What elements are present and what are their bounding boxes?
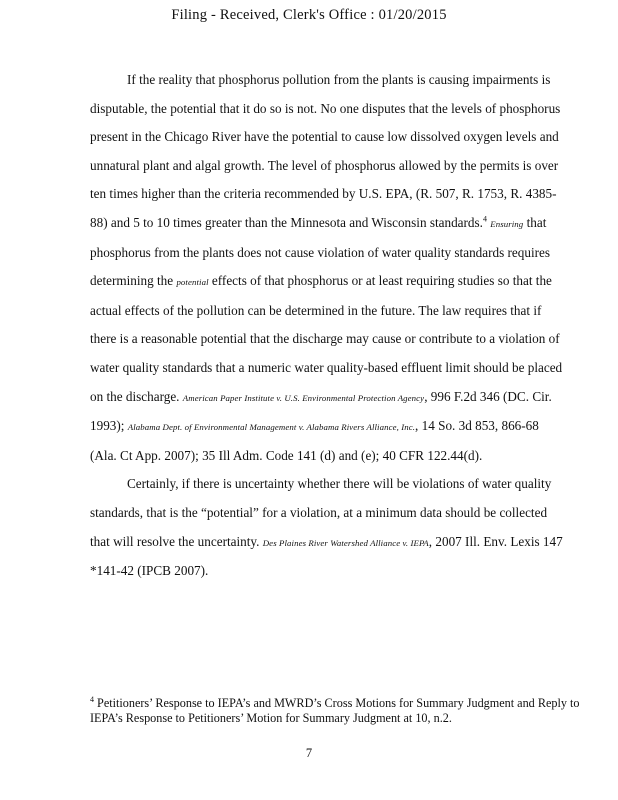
- paragraph-text: that phosphorus from the plants does not cause violation of water quality standards requires determining the: [90, 214, 550, 289]
- case-citation: Alabama Dept. of Environmental Management v. Alabama Rivers Alliance, Inc.: [127, 422, 416, 433]
- paragraph-uncertainty: [90, 470, 568, 585]
- italic-word: Ensuring: [490, 218, 524, 229]
- footnote-number: 4: [90, 694, 94, 704]
- page-number: 7: [305, 746, 313, 760]
- filing-stamp-header: Filing - Received, Clerk's Office : 01/20/2015: [171, 7, 447, 23]
- italic-word: potential: [176, 277, 209, 288]
- document-body: [90, 66, 568, 586]
- case-citation: Des Plaines River Watershed Alliance v. IEPA: [262, 537, 429, 548]
- citation-text: , 2007 Ill. Env. Lexis 147 *141-42 (IPCB 2007).: [90, 533, 563, 579]
- citation-text: , 14 So. 3d 853, 866-68 (Ala. Ct App. 2007); 35 Ill Adm. Code 141 (d) and (e); 40 CFR 122.44(d).: [90, 418, 539, 463]
- citation-text: , 996 F.2d 346 (DC. Cir. 1993);: [90, 388, 552, 434]
- paragraph-phosphorus: [90, 66, 568, 470]
- paragraph-text: Certainly, if there is uncertainty whether there will be violations of water quality standards, that is the “potential” for a violation, at a minimum data should be collected that will resolve the uncertainty.: [90, 476, 552, 549]
- footnote-reference: 4: [482, 214, 487, 224]
- paragraph-text: If the reality that phosphorus pollution from the plants is causing impairments is disputable, the potential that it do so is not. No one disputes that the levels of phosphorus present in the Chicago River have the potential to cause low dissolved oxygen levels and unnatural plant and algal growth. The level of phosphorus allowed by the permits is over ten times higher than the criteria recommended by U.S. EPA, (R. 507, R. 1753, R. 4385-88) and 5 to 10 times greater than the Minnesota and Wisconsin standards.: [90, 72, 561, 230]
- footnote: [90, 696, 580, 726]
- case-citation: American Paper Institute v. U.S. Environmental Protection Agency: [182, 392, 425, 403]
- paragraph-text: effects of that phosphorus or at least requiring studies so that the actual effects of the pollution can be determined in the future. The law requires that if there is a reasonable potential that the discharge may cause or contribute to a violation of water quality standards that a numeric water quality-based effluent limit should be placed on the discharge.: [90, 273, 563, 404]
- footnote-text: Petitioners’ Response to IEPA’s and MWRD’s Cross Motions for Summary Judgment and Reply to IEPA’s Response to Petitioners’ Motion for Summary Judgment at 10, n.2.: [90, 696, 580, 725]
